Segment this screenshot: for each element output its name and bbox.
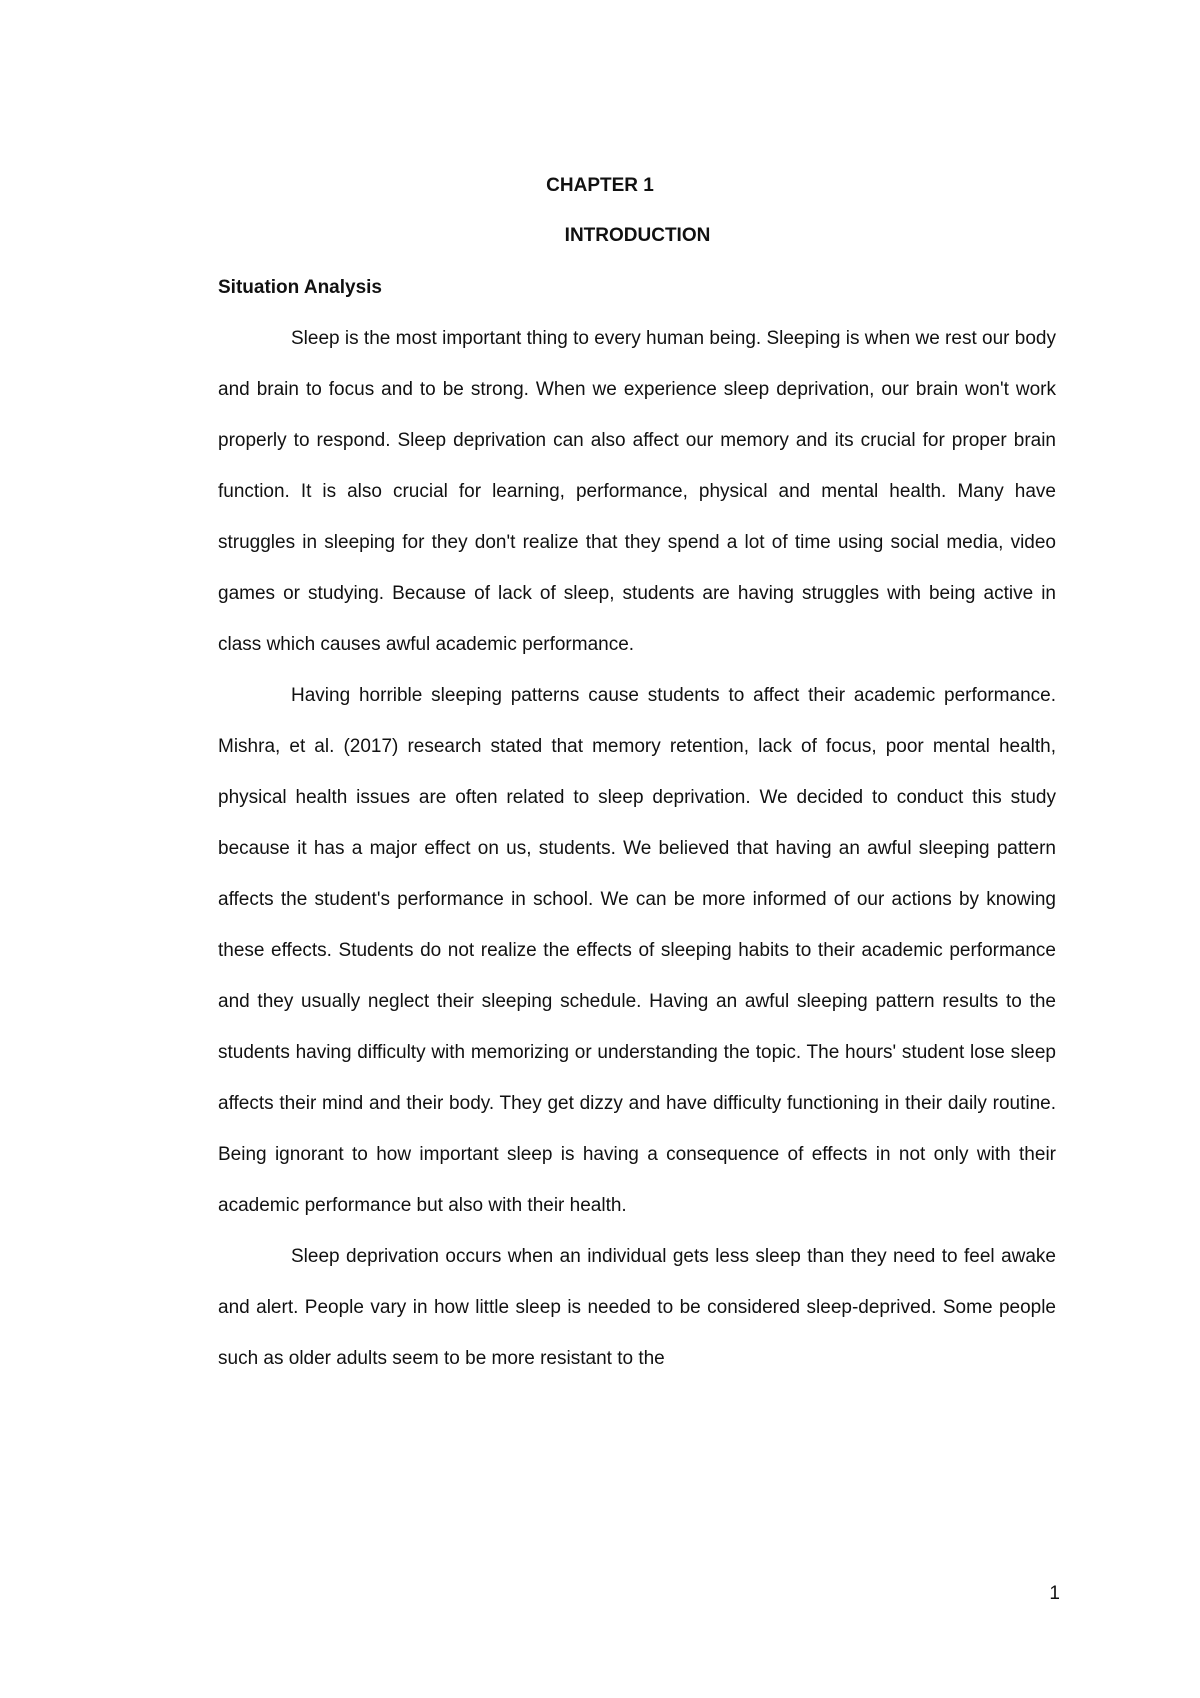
section-heading: Situation Analysis <box>218 277 382 298</box>
page-number: 1 <box>1049 1583 1060 1604</box>
paragraph-1: Sleep is the most important thing to every human being. Sleeping is when we rest our body and brain to focus and to be strong. When we experience sleep deprivation, our brain won't work properly to respond. Sleep deprivation can also affect our memory and its crucial for proper brain function. It is also crucial for learning, performance, physical and mental health. Many have struggles in sleeping for they don't realize that they spend a lot of time using social media, video games or studying. Because of lack of sleep, students are having struggles with being active in class which causes awful academic performance. <box>218 328 1056 655</box>
paragraph-2: Having horrible sleeping patterns cause students to affect their academic performance. Mishra, et al. (2017) research stated that memory retention, lack of focus, poor mental health, physical health issues are often related to sleep deprivation. We decided to conduct this study because it has a major effect on us, students. We believed that having an awful sleeping pattern affects the student's performance in school. We can be more informed of our actions by knowing these effects. Students do not realize the effects of sleeping habits to their academic performance and they usually neglect their sleeping schedule. Having an awful sleeping pattern results to the students having difficulty with memorizing or understanding the topic. The hours' student lose sleep affects their mind and their body. They get dizzy and have difficulty functioning in their daily routine. Being ignorant to how important sleep is having a consequence of effects in not only with their academic performance but also with their health. <box>218 685 1056 1216</box>
chapter-label: CHAPTER 1 <box>546 175 654 196</box>
paragraph-3: Sleep deprivation occurs when an individual gets less sleep than they need to feel awake and alert. People vary in how little sleep is needed to be considered sleep-deprived. Some people such as older adults seem to be more resistant to the <box>218 1246 1056 1369</box>
chapter-title: INTRODUCTION <box>564 225 711 246</box>
body-text <box>218 313 1056 1384</box>
